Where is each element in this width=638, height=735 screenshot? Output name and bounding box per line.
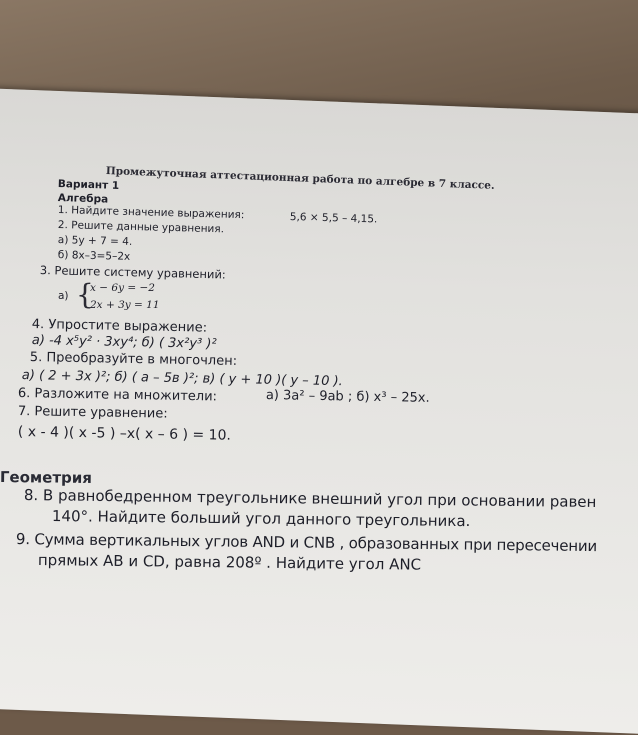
task-3-eq2: 2x + 3y = 11 [90, 299, 160, 311]
task-5-expression: а) ( 2 + 3x )²; б) ( a – 5в )²; в) ( y + 10 )( y – 10 ). [21, 368, 343, 390]
task-1-expression: 5,6 × 5,5 – 4,15. [289, 211, 378, 226]
page-title: Промежуточная аттестационная работа по алгебре в 7 классе. [105, 165, 495, 192]
variant-label: Вариант 1 [57, 178, 120, 192]
task-8-line-1: 8. В равнобедренном треугольнике внешний угол при основании равен [23, 486, 597, 511]
task-3: 3. Решите систему уравнений: [39, 263, 226, 282]
task-6: 6. Разложите на множители: [17, 386, 218, 405]
system-brace: { [76, 278, 94, 311]
task-1: 1. Найдите значение выражения: [57, 204, 245, 222]
task-7: 7. Решите уравнение: [17, 404, 168, 422]
task-9-line-1: 9. Сумма вертикальных углов AND и CNB , образованных при пересечении [15, 530, 598, 556]
task-3-label: а) [58, 290, 69, 302]
task-4: 4. Упростите выражение: [31, 317, 208, 336]
geometry-heading: Геометрия [0, 468, 93, 487]
task-4-expression: а) -4 x⁵y² · 3xy⁴; б) ( 3x²y³ )² [31, 333, 217, 352]
task-5: 5. Преобразуйте в многочлен: [29, 350, 238, 369]
task-6-expression: а) 3a² – 9ab ; б) x³ – 25x. [265, 388, 430, 406]
task-7-expression: ( x - 4 )( x -5 ) –x( x – 6 ) = 10. [17, 424, 232, 444]
subject-label: Алгебра [57, 192, 109, 206]
task-2a: а) 5y + 7 = 4. [57, 234, 133, 248]
task-2: 2. Решите данные уравнения. [57, 219, 225, 236]
task-3-eq1: x − 6y = −2 [90, 282, 155, 294]
task-9-line-2: прямых AB и CD, равна 208º . Найдите угол ANC [37, 551, 422, 574]
task-2b: б) 8x–3=5–2x [57, 249, 131, 263]
task-8-line-2: 140°. Найдите больший угол данного треугольника. [51, 507, 471, 531]
